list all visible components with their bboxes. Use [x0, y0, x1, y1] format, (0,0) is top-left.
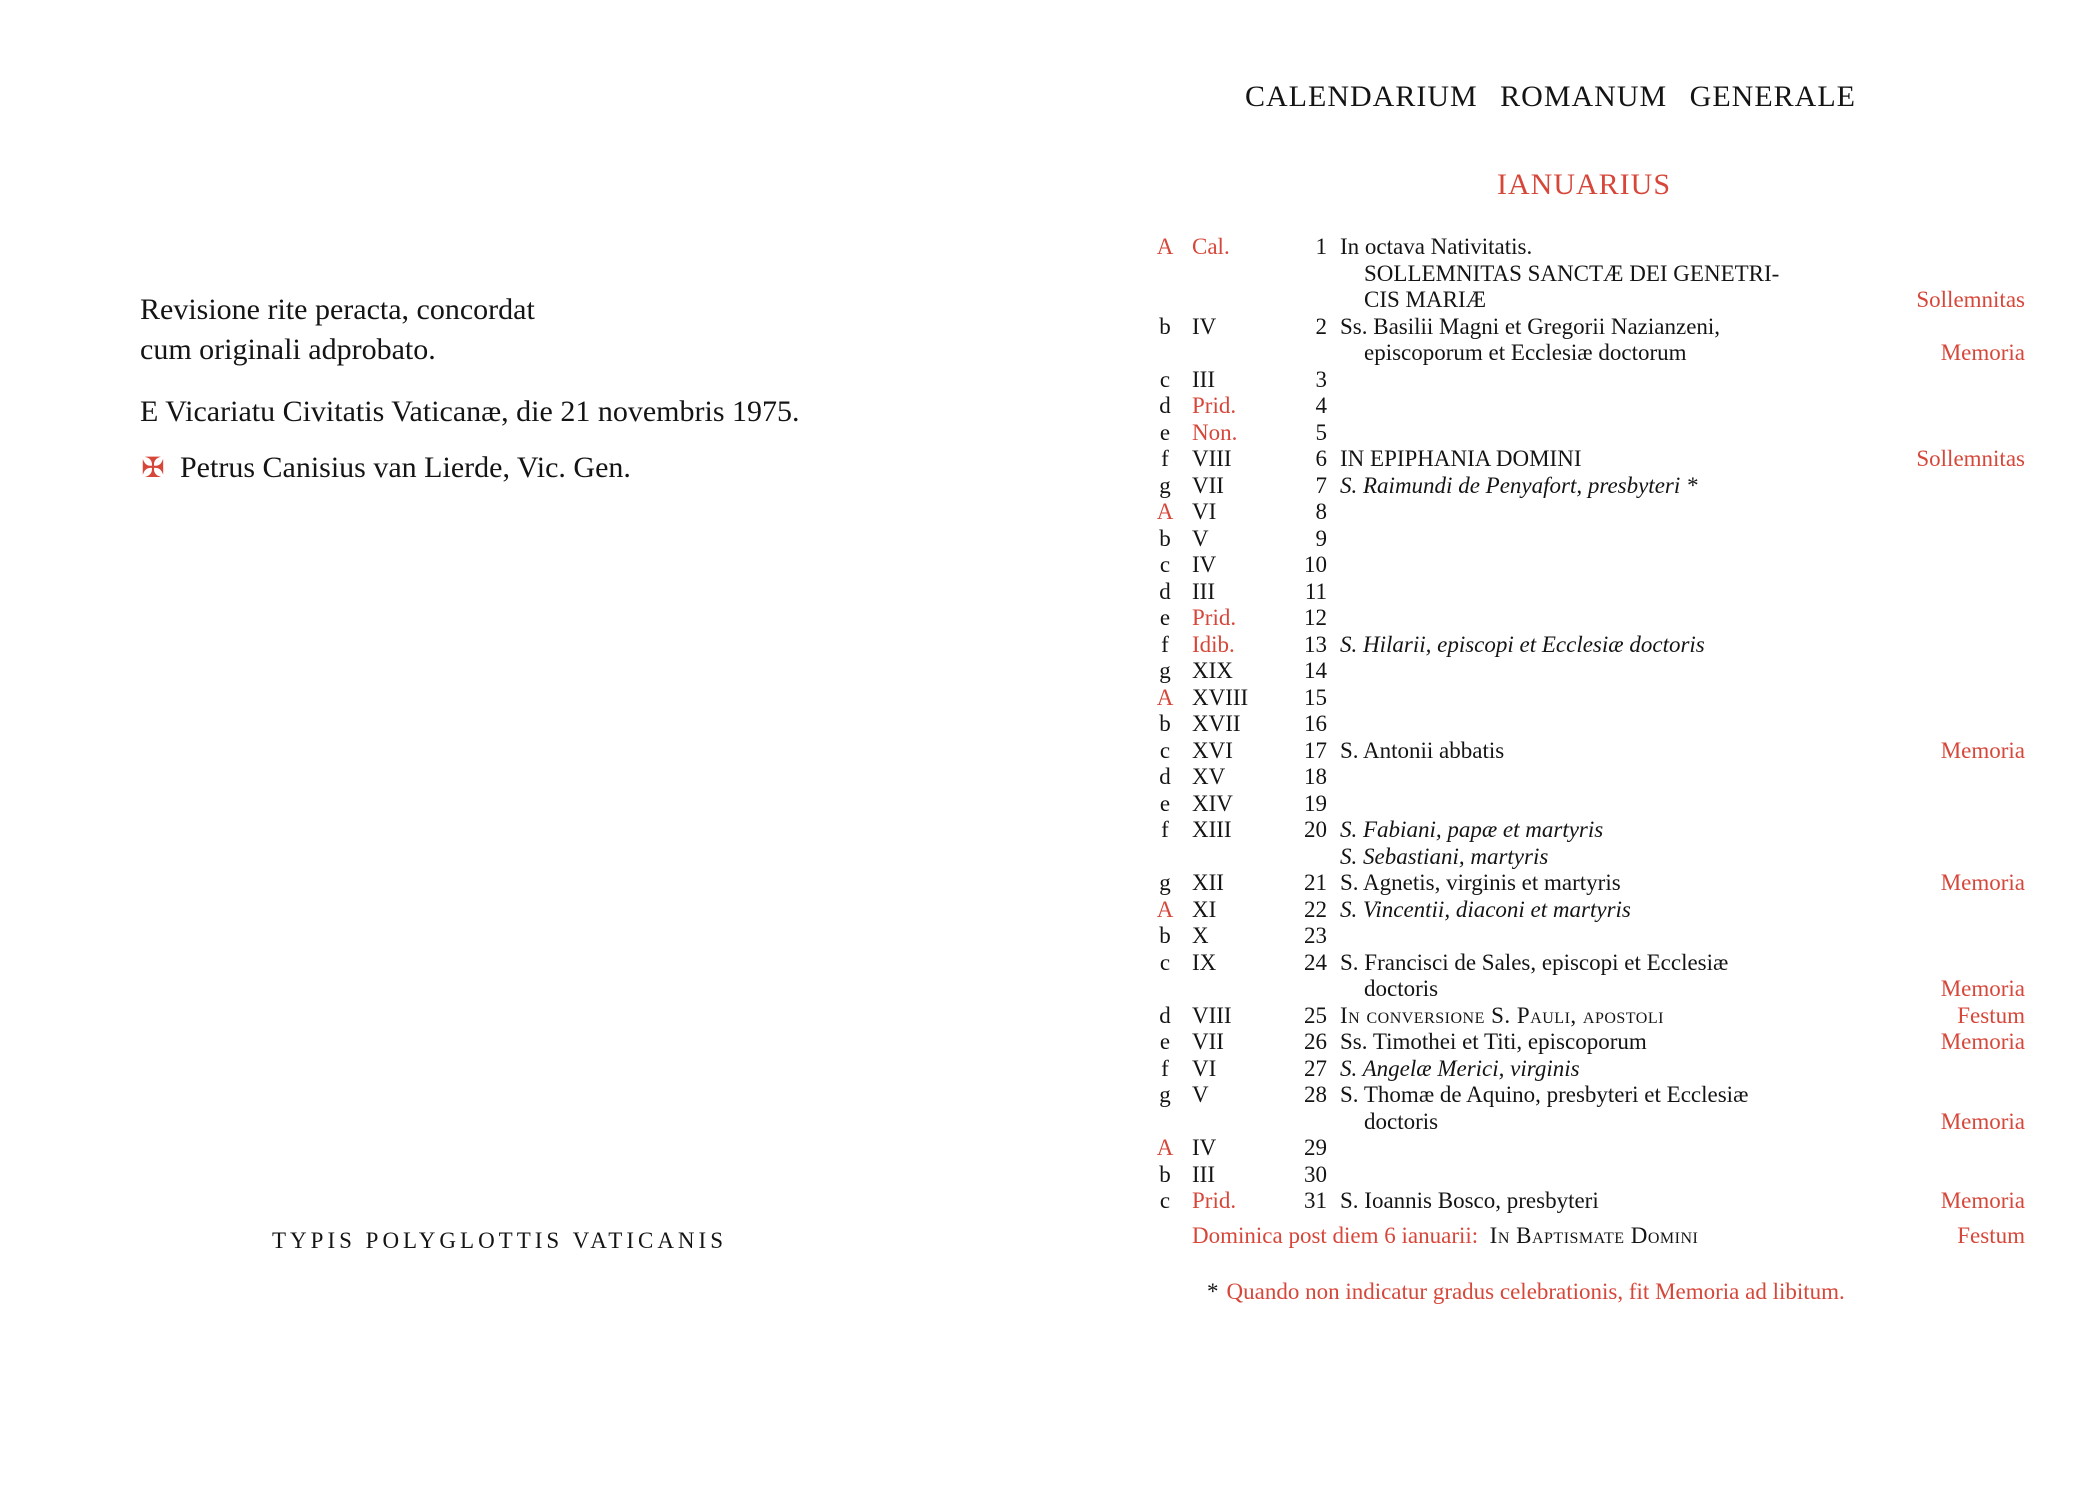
- dominical-letter: b: [1159, 711, 1171, 736]
- celebration-title: [1340, 552, 1905, 579]
- calendar-row: [1155, 711, 2025, 738]
- calendar-row: [1155, 234, 2025, 314]
- sunday-feast-line: [1192, 1221, 1698, 1251]
- empty-line: [1340, 658, 1905, 685]
- dominical-letter: A: [1156, 896, 1174, 922]
- celebration-line: In octava Nativitatis.: [1340, 234, 1533, 259]
- roman-date: VI: [1192, 499, 1217, 524]
- asterisk-icon: *: [1207, 1279, 1219, 1304]
- dominical-letter: A: [1156, 1135, 1174, 1160]
- celebration-line: Ss. Timothei et Titi, episcoporum: [1340, 1029, 1647, 1054]
- celebration-title: [1340, 791, 1905, 818]
- day-number: 3: [1315, 366, 1327, 392]
- empty-line: [1340, 579, 1905, 606]
- dominical-letter: g: [1159, 1082, 1171, 1107]
- celebration-title: [1340, 393, 1905, 420]
- celebration-grade: Memoria: [1940, 976, 2025, 1001]
- dominical-letter: f: [1161, 446, 1169, 471]
- day-number: 15: [1304, 684, 1327, 710]
- footnote: [1207, 1278, 2025, 1305]
- roman-date: XII: [1192, 870, 1224, 895]
- calendar-row: [1155, 1003, 2025, 1030]
- dominical-letter: d: [1159, 1002, 1171, 1028]
- roman-date: Prid.: [1192, 393, 1237, 418]
- dominical-letter: b: [1159, 525, 1171, 551]
- dominical-letter: g: [1159, 870, 1171, 895]
- dominical-letter: e: [1159, 1029, 1171, 1054]
- empty-line: [1340, 923, 1905, 950]
- dominical-letter: b: [1159, 1161, 1171, 1187]
- empty-line: [1340, 605, 1905, 632]
- celebration-title: [1340, 1003, 1905, 1030]
- roman-date: III: [1192, 366, 1215, 392]
- day-number: 1: [1315, 234, 1327, 259]
- day-number: 6: [1315, 446, 1327, 471]
- day-number: 29: [1304, 1135, 1327, 1160]
- calendar-row: [1155, 1056, 2025, 1083]
- calendar-row: [1155, 817, 2025, 870]
- day-number: 16: [1304, 711, 1327, 736]
- dominical-letter: d: [1159, 578, 1171, 604]
- sunday-label: Dominica post diem 6 ianuarii:: [1192, 1222, 1479, 1248]
- roman-date: III: [1192, 578, 1215, 604]
- empty-line: [1340, 420, 1905, 447]
- sunday-feast-name: In Baptismate Domini: [1489, 1222, 1699, 1248]
- day-number: 5: [1315, 419, 1327, 445]
- celebration-title: [1340, 1082, 1905, 1135]
- day-number: 10: [1304, 552, 1327, 577]
- day-number: 12: [1304, 605, 1327, 630]
- day-number: 24: [1304, 949, 1327, 975]
- celebration-line: S. Angelæ Merici, virginis: [1340, 1055, 1580, 1081]
- footnote-text: Quando non indicatur gradus celebrationis, fit Memoria ad libitum.: [1226, 1279, 1845, 1304]
- celebration-grade: Memoria: [1940, 1188, 2025, 1213]
- dominical-letter: c: [1159, 1188, 1171, 1213]
- day-number: 9: [1315, 525, 1327, 551]
- celebration-title: [1340, 1056, 1905, 1083]
- roman-date: X: [1192, 923, 1209, 948]
- sunday-feast-row: [1155, 1221, 2025, 1251]
- calendar-row: [1155, 605, 2025, 632]
- roman-date: VII: [1192, 1029, 1224, 1054]
- celebration-line: CIS MARIÆ: [1364, 287, 1487, 312]
- dominical-letter: A: [1156, 499, 1174, 524]
- celebration-line: episcoporum et Ecclesiæ doctorum: [1364, 340, 1687, 365]
- roman-date: V: [1192, 1082, 1209, 1107]
- celebration-title: [1340, 420, 1905, 447]
- celebration-grade: Memoria: [1940, 1108, 2025, 1134]
- roman-date: XIII: [1192, 817, 1232, 842]
- dominical-letter: e: [1159, 605, 1171, 630]
- day-number: 22: [1304, 896, 1327, 922]
- celebration-grade: Sollemnitas: [1916, 287, 2025, 312]
- roman-date: IX: [1192, 949, 1217, 975]
- calendar-row: [1155, 897, 2025, 924]
- celebration-title: [1340, 526, 1905, 553]
- celebration-title: [1340, 314, 1905, 367]
- celebration-title: [1340, 605, 1905, 632]
- roman-date: XI: [1192, 896, 1217, 922]
- day-number: 2: [1315, 313, 1327, 339]
- day-number: 23: [1304, 923, 1327, 948]
- approval-line-1: Revisione rite peracta, concordat: [140, 293, 535, 326]
- roman-date: V: [1192, 525, 1209, 551]
- celebration-title: [1340, 367, 1905, 394]
- celebration-title: [1340, 711, 1905, 738]
- calendar-row: [1155, 1135, 2025, 1162]
- roman-date: Idib.: [1192, 631, 1235, 657]
- celebration-line: S. Thomæ de Aquino, presbyteri et Ecclesiæ: [1340, 1082, 1749, 1107]
- roman-date: XVII: [1192, 711, 1241, 736]
- celebration-title: [1340, 632, 1905, 659]
- calendar-row: [1155, 1082, 2025, 1135]
- calendar-row: [1155, 1029, 2025, 1056]
- day-number: 27: [1304, 1055, 1327, 1081]
- calendar-row: [1155, 738, 2025, 765]
- celebration-title: [1340, 738, 1905, 765]
- celebration-line: doctoris: [1364, 976, 1439, 1001]
- roman-date: IV: [1192, 1135, 1217, 1160]
- dominical-letter: b: [1159, 923, 1171, 948]
- empty-line: [1340, 552, 1905, 579]
- dominical-letter: f: [1161, 1055, 1169, 1081]
- day-number: 14: [1304, 658, 1327, 683]
- printer-imprint: TYPIS POLYGLOTTIS VATICANIS: [272, 1228, 727, 1253]
- roman-date: Cal.: [1192, 234, 1230, 259]
- empty-line: [1340, 764, 1905, 791]
- empty-line: [1340, 1135, 1905, 1162]
- calendar-row: [1155, 420, 2025, 447]
- calendar-row: [1155, 473, 2025, 500]
- celebration-title: [1340, 234, 1905, 314]
- empty-line: [1340, 711, 1905, 738]
- calendar-row: [1155, 764, 2025, 791]
- day-number: 31: [1304, 1188, 1327, 1213]
- calendar-row: [1155, 314, 2025, 367]
- calendar-row: [1155, 685, 2025, 712]
- dominical-letter: f: [1161, 631, 1169, 657]
- roman-date: VIII: [1192, 1002, 1232, 1028]
- day-number: 26: [1304, 1029, 1327, 1054]
- celebration-line: S. Raimundi de Penyafort, presbyteri *: [1340, 472, 1698, 498]
- calendar-row: [1155, 367, 2025, 394]
- celebration-line: In conversione S. Pauli, apostoli: [1340, 1002, 1664, 1028]
- calendar-row: [1155, 552, 2025, 579]
- day-number: 30: [1304, 1161, 1327, 1187]
- day-number: 11: [1304, 578, 1327, 604]
- roman-date: VII: [1192, 472, 1224, 498]
- celebration-title: [1340, 897, 1905, 924]
- celebration-title: [1340, 923, 1905, 950]
- roman-date: XVIII: [1192, 684, 1249, 710]
- celebration-title: [1340, 685, 1905, 712]
- celebration-line: Ss. Basilii Magni et Gregorii Nazianzeni,: [1340, 313, 1721, 339]
- approval-line-2: cum originali adprobato.: [140, 333, 436, 366]
- roman-date: III: [1192, 1161, 1215, 1187]
- right-page: [1039, 0, 2078, 1500]
- dominical-letter: c: [1159, 552, 1171, 577]
- roman-date: IV: [1192, 313, 1217, 339]
- calendar-row: [1155, 526, 2025, 553]
- roman-date: VI: [1192, 1055, 1217, 1081]
- celebration-title: [1340, 1162, 1905, 1189]
- celebration-line: S. Antonii abbatis: [1340, 737, 1505, 763]
- empty-line: [1340, 367, 1905, 394]
- day-number: 21: [1304, 870, 1327, 895]
- celebration-title: [1340, 499, 1905, 526]
- celebration-title: [1340, 1135, 1905, 1162]
- day-number: 8: [1315, 499, 1327, 524]
- roman-date: Non.: [1192, 419, 1238, 445]
- calendar-row: [1155, 870, 2025, 897]
- celebration-title: [1340, 817, 1905, 870]
- dominical-letter: A: [1156, 684, 1174, 710]
- calendar-rows: [1155, 234, 2025, 1215]
- empty-line: [1340, 1162, 1905, 1189]
- celebration-line: S. Agnetis, virginis et martyris: [1340, 870, 1621, 895]
- dominical-letter: c: [1159, 366, 1171, 392]
- day-number: 20: [1304, 817, 1327, 842]
- celebration-line: S. Sebastiani, martyris: [1340, 843, 1549, 869]
- celebration-title: [1340, 446, 1905, 473]
- day-number: 18: [1304, 764, 1327, 789]
- dominical-letter: e: [1159, 790, 1171, 816]
- day-number: 17: [1304, 737, 1327, 763]
- dominical-letter: d: [1159, 393, 1171, 418]
- roman-date: IV: [1192, 552, 1217, 577]
- celebration-title: [1340, 658, 1905, 685]
- roman-date: VIII: [1192, 446, 1232, 471]
- calendar-row: [1155, 499, 2025, 526]
- celebration-title: [1340, 950, 1905, 1003]
- celebration-grade: Memoria: [1940, 737, 2025, 763]
- sunday-grade: Festum: [1957, 1222, 2025, 1248]
- celebration-grade: Memoria: [1940, 1029, 2025, 1054]
- empty-line: [1340, 526, 1905, 553]
- calendar-title: CALENDARIUM ROMANUM GENERALE: [1245, 80, 1856, 113]
- approval-block: [140, 290, 800, 489]
- celebration-line: doctoris: [1364, 1108, 1439, 1134]
- celebration-title: [1340, 473, 1905, 500]
- dominical-letter: c: [1159, 737, 1171, 763]
- celebration-title: [1340, 1029, 1905, 1056]
- day-number: 25: [1304, 1002, 1327, 1028]
- calendar-row: [1155, 923, 2025, 950]
- calendar-row: [1155, 446, 2025, 473]
- dominical-letter: c: [1159, 949, 1171, 975]
- celebration-title: [1340, 870, 1905, 897]
- celebration-line: IN EPIPHANIA DOMINI: [1340, 446, 1582, 471]
- dominical-letter: b: [1159, 313, 1171, 339]
- roman-date: XV: [1192, 764, 1226, 789]
- celebration-grade: Memoria: [1940, 340, 2025, 365]
- celebration-grade: Memoria: [1940, 870, 2025, 895]
- dominical-letter: g: [1159, 472, 1171, 498]
- dominical-letter: g: [1159, 658, 1171, 683]
- celebration-line: S. Vincentii, diaconi et martyris: [1340, 896, 1631, 922]
- calendar-row: [1155, 658, 2025, 685]
- calendar-row: [1155, 791, 2025, 818]
- empty-line: [1340, 685, 1905, 712]
- roman-date: Prid.: [1192, 605, 1237, 630]
- empty-line: [1340, 791, 1905, 818]
- celebration-line: S. Hilarii, episcopi et Ecclesiæ doctoris: [1340, 631, 1705, 657]
- dominical-letter: A: [1156, 234, 1174, 259]
- celebration-title: [1340, 764, 1905, 791]
- calendar-row: [1155, 1188, 2025, 1215]
- empty-line: [1340, 499, 1905, 526]
- celebration-line: S. Fabiani, papæ et martyris: [1340, 817, 1604, 842]
- celebration-grade: Festum: [1957, 1002, 2025, 1028]
- roman-date: XIX: [1192, 658, 1233, 683]
- celebration-line: S. Ioannis Bosco, presbyteri: [1340, 1188, 1599, 1213]
- cross-icon: ✠: [141, 453, 165, 484]
- roman-date: XVI: [1192, 737, 1233, 763]
- celebration-title: [1340, 1188, 1905, 1215]
- roman-date: XIV: [1192, 790, 1233, 816]
- calendar-row: [1155, 1162, 2025, 1189]
- day-number: 4: [1315, 393, 1327, 418]
- calendar-row: [1155, 950, 2025, 1003]
- celebration-grade: Sollemnitas: [1916, 446, 2025, 471]
- celebration-line: S. Francisci de Sales, episcopi et Ecclesiæ: [1340, 949, 1729, 975]
- empty-line: [1340, 393, 1905, 420]
- day-number: 28: [1304, 1082, 1327, 1107]
- calendar-row: [1155, 579, 2025, 606]
- roman-date: Prid.: [1192, 1188, 1237, 1213]
- signer-line: [140, 448, 800, 489]
- dominical-letter: e: [1159, 419, 1171, 445]
- place-date-line: E Vicariatu Civitatis Vaticanæ, die 21 novembris 1975.: [140, 395, 800, 428]
- signer-name: Petrus Canisius van Lierde, Vic. Gen.: [180, 451, 631, 484]
- month-title: IANUARIUS: [1497, 168, 1671, 201]
- day-number: 7: [1315, 472, 1327, 498]
- dominical-letter: d: [1159, 764, 1171, 789]
- day-number: 13: [1304, 631, 1327, 657]
- calendar-row: [1155, 393, 2025, 420]
- calendar-table: [1155, 234, 2025, 1251]
- calendar-row: [1155, 632, 2025, 659]
- dominical-letter: f: [1161, 817, 1169, 842]
- celebration-title: [1340, 579, 1905, 606]
- day-number: 19: [1304, 790, 1327, 816]
- celebration-line: SOLLEMNITAS SANCTÆ DEI GENETRI-: [1364, 260, 1780, 286]
